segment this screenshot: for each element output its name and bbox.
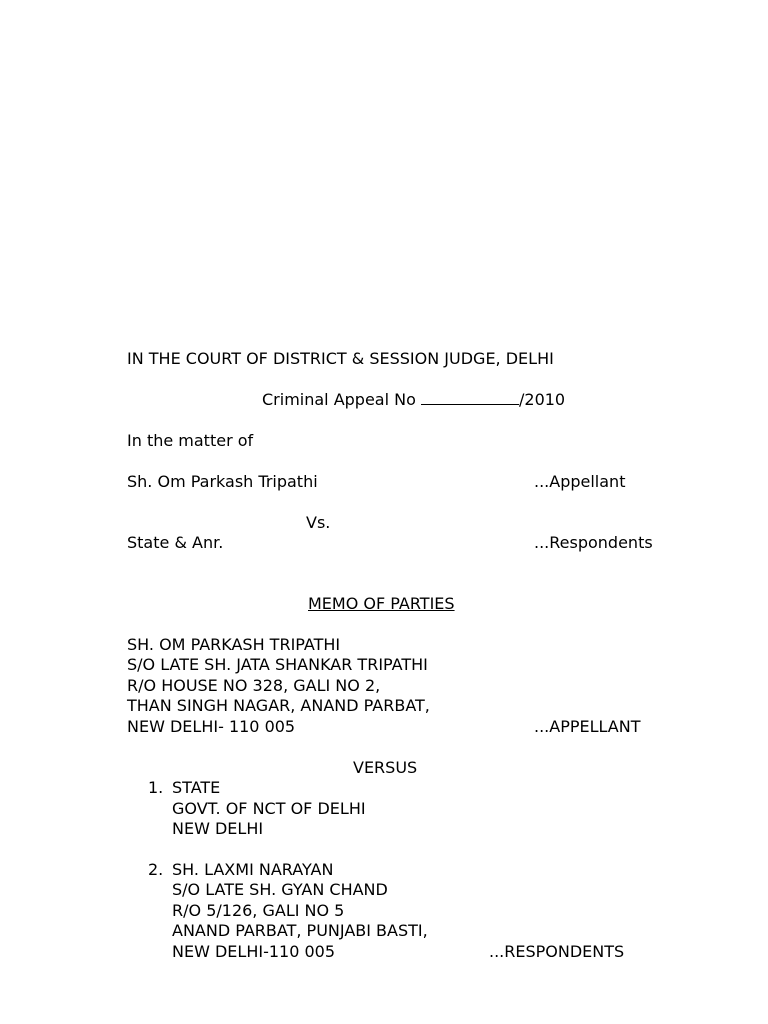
respondent-number: 2. bbox=[148, 860, 164, 879]
matter-line: In the matter of bbox=[127, 431, 254, 450]
respondents-role-upper: ...RESPONDENTS bbox=[489, 942, 625, 961]
appellant-role: ...Appellant bbox=[534, 472, 626, 491]
appellant-line: SH. OM PARKASH TRIPATHI bbox=[127, 635, 341, 654]
appellant-line: THAN SINGH NAGAR, ANAND PARBAT, bbox=[127, 696, 430, 715]
appellant-line: NEW DELHI- 110 005 bbox=[127, 717, 296, 736]
respondent-number: 1. bbox=[148, 778, 164, 797]
appellant-line: S/O LATE SH. JATA SHANKAR TRIPATHI bbox=[127, 655, 428, 674]
respondent-line: GOVT. OF NCT OF DELHI bbox=[172, 799, 366, 818]
versus-heading: VERSUS bbox=[353, 758, 418, 777]
respondent-line: S/O LATE SH. GYAN CHAND bbox=[172, 880, 388, 899]
court-heading: IN THE COURT OF DISTRICT & SESSION JUDGE, DELHI bbox=[127, 349, 554, 368]
respondent-line: STATE bbox=[172, 778, 221, 797]
respondent-line: SH. LAXMI NARAYAN bbox=[172, 860, 334, 879]
respondent-role: ...Respondents bbox=[534, 533, 653, 552]
respondent-line: ANAND PARBAT, PUNJABI BASTI, bbox=[172, 921, 428, 940]
appeal-number-blank bbox=[421, 390, 519, 405]
appeal-year: /2010 bbox=[519, 390, 566, 409]
appellant-role-upper: ...APPELLANT bbox=[534, 717, 641, 736]
appellant-name: Sh. Om Parkash Tripathi bbox=[127, 472, 318, 491]
memo-title: MEMO OF PARTIES bbox=[308, 594, 455, 613]
appeal-number-line bbox=[262, 390, 565, 410]
appellant-line: R/O HOUSE NO 328, GALI NO 2, bbox=[127, 676, 381, 695]
appeal-number-label: Criminal Appeal No bbox=[262, 390, 416, 409]
versus-short: Vs. bbox=[306, 513, 331, 532]
respondent-line: NEW DELHI bbox=[172, 819, 264, 838]
respondent-name: State & Anr. bbox=[127, 533, 224, 552]
respondent-line: NEW DELHI-110 005 bbox=[172, 942, 336, 961]
respondent-line: R/O 5/126, GALI NO 5 bbox=[172, 901, 345, 920]
